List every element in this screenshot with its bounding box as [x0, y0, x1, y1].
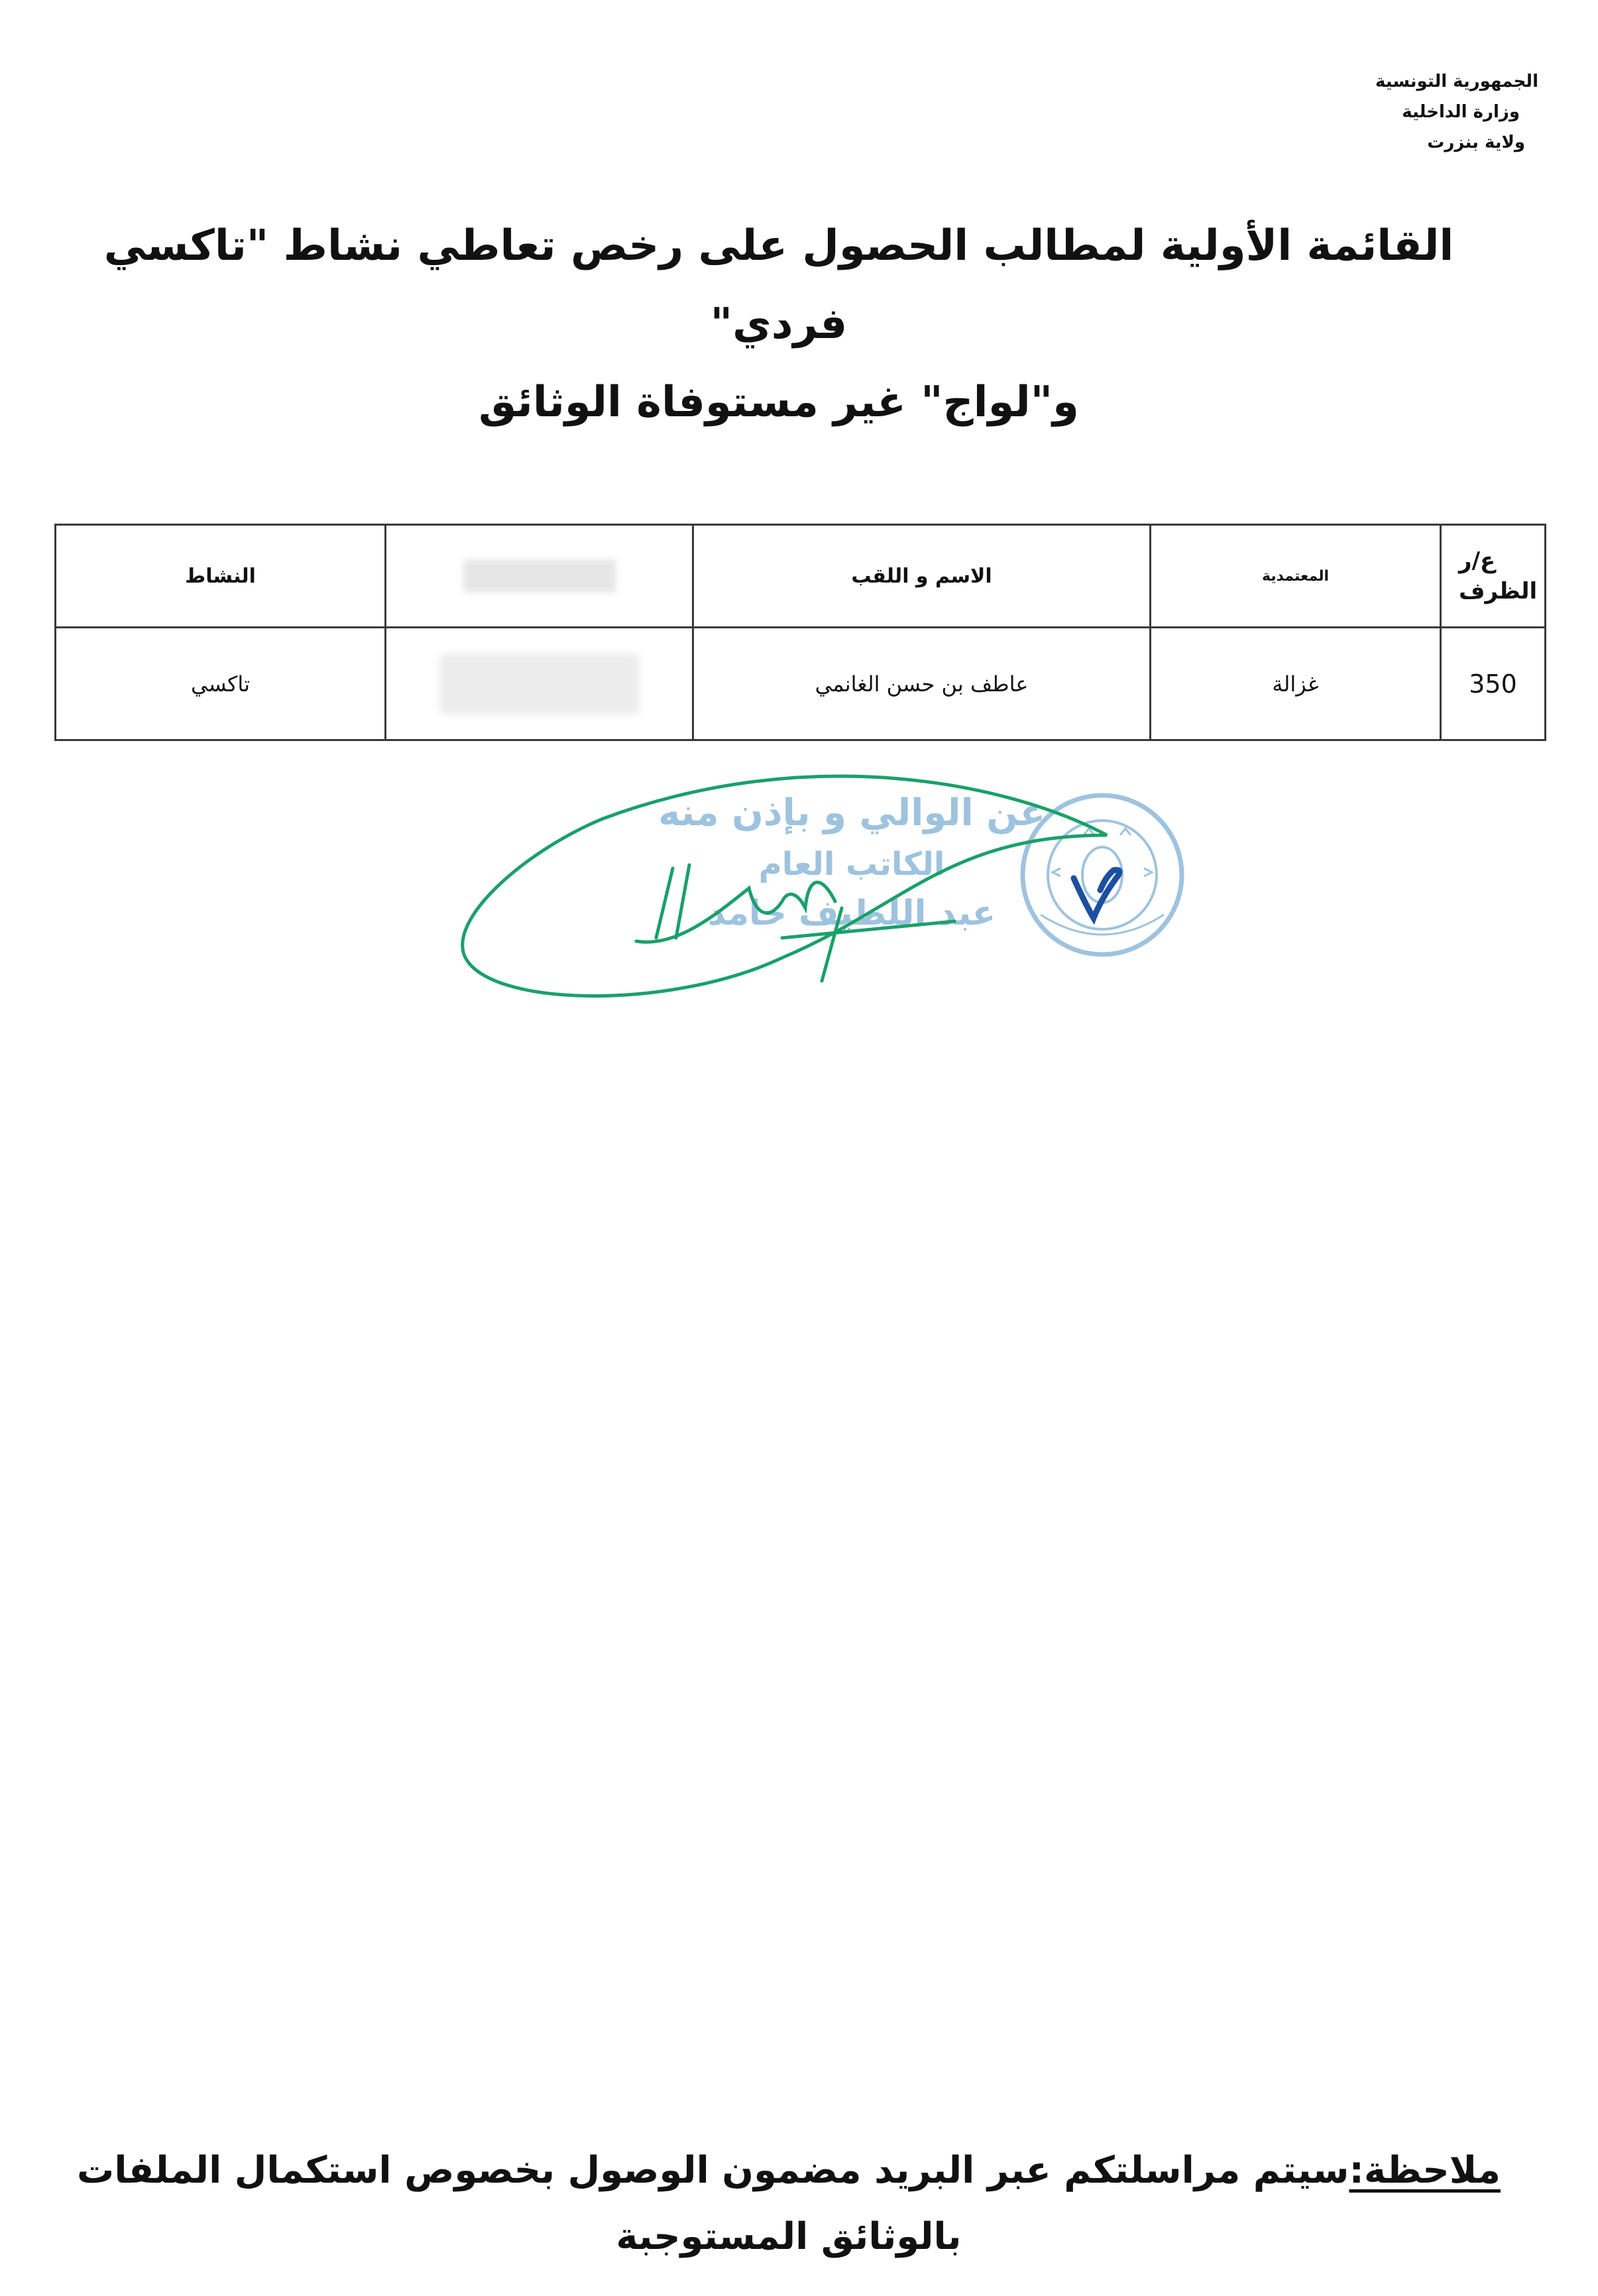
id-header-redaction: [463, 559, 616, 593]
note-label: ملاحظة:: [1349, 2149, 1501, 2192]
governorate-line: ولاية بنزرت: [1427, 133, 1525, 152]
id-redaction: [440, 654, 639, 714]
cell-name: عاطف بن حسن الغانمي: [693, 628, 1151, 740]
cell-delegation: غزالة: [1151, 628, 1441, 740]
title-line-1: القائمة الأولية لمطالب الحصول على رخص تعاطي نشاط "تاكسي فردي": [103, 221, 1454, 349]
table-header-row: [56, 525, 1546, 628]
cell-envelope-number: 350: [1441, 628, 1546, 740]
header-envelope-number: ع/ر الظرف: [1441, 525, 1546, 628]
applicants-table: [54, 524, 1546, 741]
ministry-line: وزارة الداخلية: [1402, 102, 1520, 122]
table-row: [56, 628, 1546, 740]
note-text: سيتم مراسلتكم عبر البريد مضمون الوصول بخصوص استكمال الملفات بالوثائق المستوجبة: [77, 2149, 1349, 2258]
stamp-text-line-1: عن الوالي و بإذن منه: [658, 791, 1045, 834]
header-id-number: [386, 525, 693, 628]
cell-activity: تاكسي: [56, 628, 386, 740]
document-title: [66, 207, 1491, 441]
title-line-2: و"لواج" غير مستوفاة الوثائق: [479, 378, 1079, 427]
footer-note: [66, 2138, 1511, 2270]
stamp-text-line-2: الكاتب العام: [758, 846, 945, 883]
header-activity: النشاط: [56, 525, 386, 628]
stamp-text-line-3: عبد اللطيف حامد: [707, 893, 996, 933]
round-seal: [1023, 795, 1182, 954]
check-mark-icon: [1074, 870, 1119, 919]
issuing-authority-header: [1207, 66, 1538, 158]
signature-and-stamp: [437, 756, 1193, 1047]
cell-id-number: [386, 628, 693, 740]
header-delegation: المعتمدية: [1151, 525, 1441, 628]
header-name: الاسم و اللقب: [693, 525, 1151, 628]
stamp-graphic: [437, 756, 1193, 1047]
republic-line: الجمهورية التونسية: [1375, 72, 1538, 91]
